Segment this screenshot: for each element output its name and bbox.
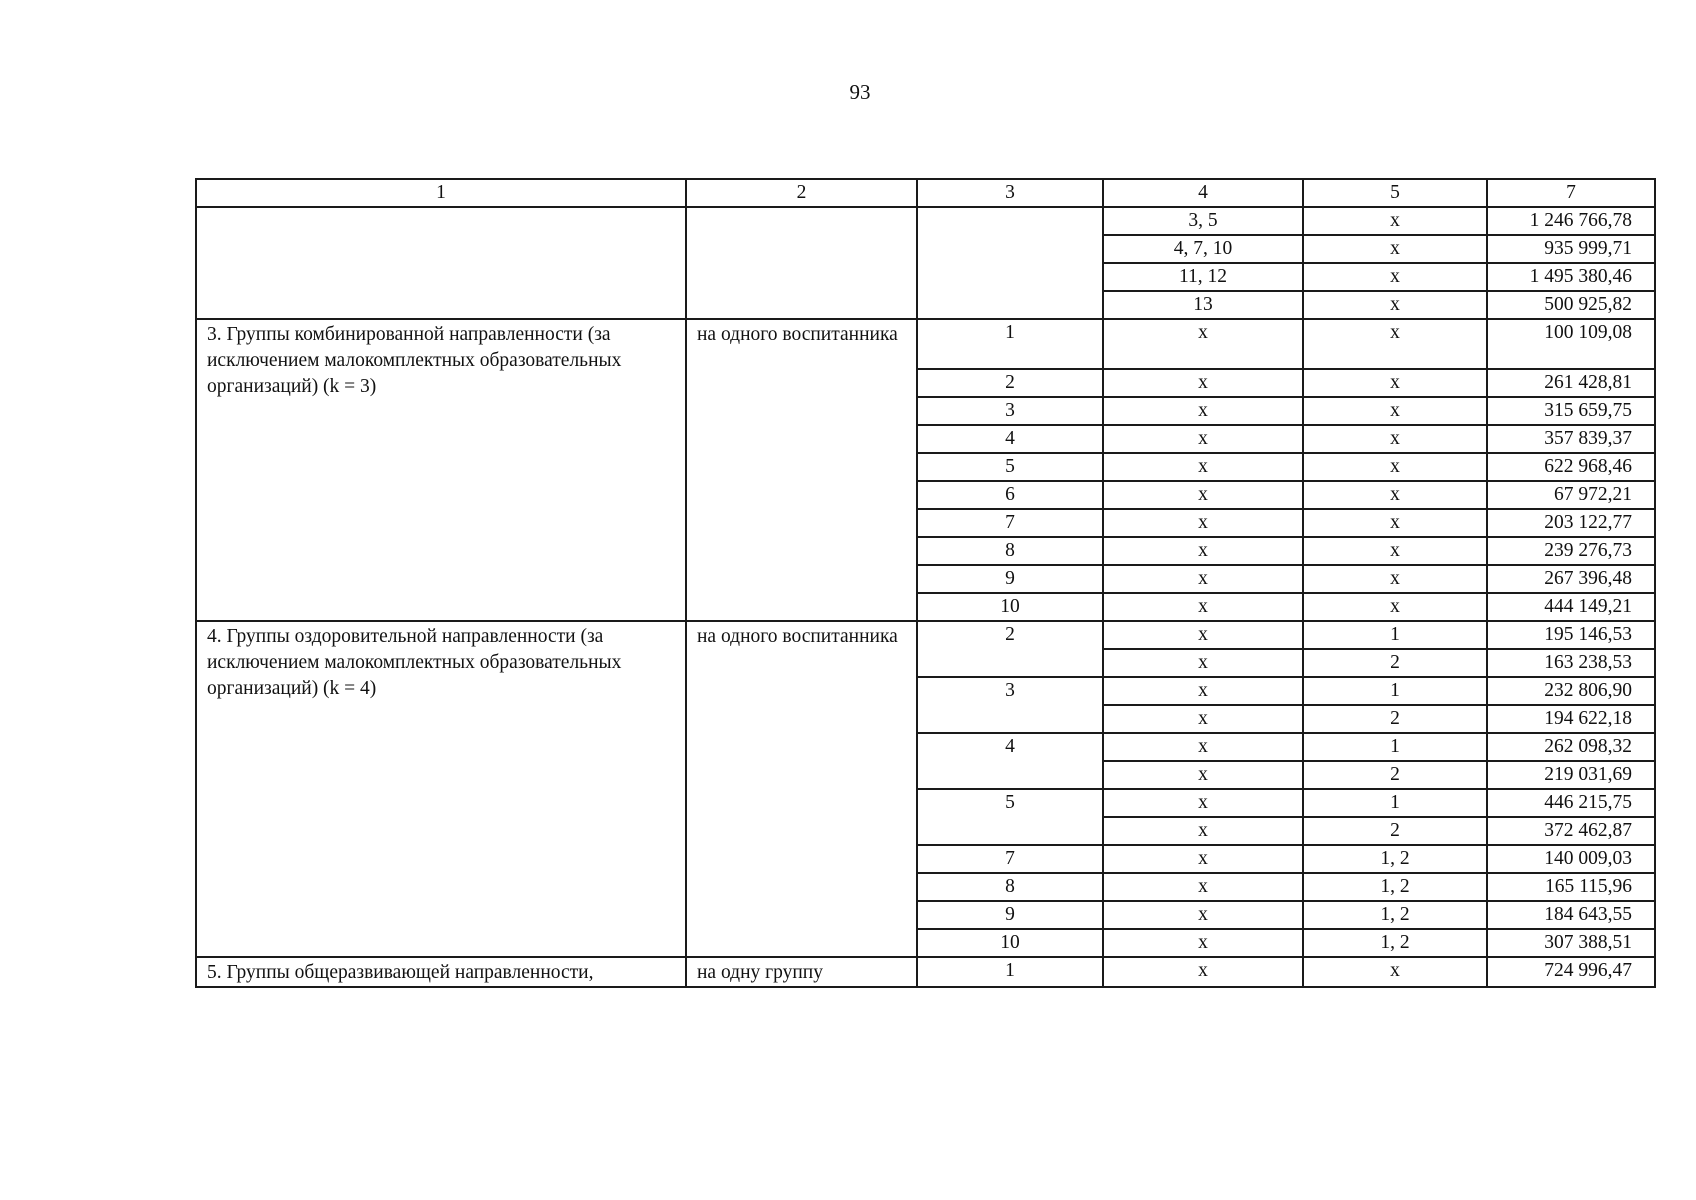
cell-amount: 195 146,53 (1487, 621, 1655, 649)
table-row (196, 957, 1655, 987)
cell-c4: x (1103, 509, 1303, 537)
section-4-title: 4. Группы оздоровительной направленности (за исключением малокомплектных образовательных организаций) (k = 4) (196, 621, 686, 957)
cell-c5: x (1303, 481, 1487, 509)
cell-amount: 239 276,73 (1487, 537, 1655, 565)
cell-amount: 372 462,87 (1487, 817, 1655, 845)
cell-c5: x (1303, 453, 1487, 481)
cell-c5: 2 (1303, 817, 1487, 845)
cell-c3: 8 (917, 873, 1103, 901)
cell-amount: 444 149,21 (1487, 593, 1655, 621)
table-row (196, 621, 1655, 649)
cell-c4: x (1103, 621, 1303, 649)
cell-c4: 11, 12 (1103, 263, 1303, 291)
cell-c3: 2 (917, 621, 1103, 677)
cell-amount: 203 122,77 (1487, 509, 1655, 537)
cell-amount: 232 806,90 (1487, 677, 1655, 705)
cell-amount: 163 238,53 (1487, 649, 1655, 677)
cell-amount: 165 115,96 (1487, 873, 1655, 901)
cell-c3: 5 (917, 789, 1103, 845)
section-3-title: 3. Группы комбинированной направленности (за исключением малокомплектных образовательных организаций) (k = 3) (196, 319, 686, 621)
cell-c5: x (1303, 957, 1487, 987)
cell-c5: x (1303, 291, 1487, 319)
cell-amount: 267 396,48 (1487, 565, 1655, 593)
cell-c3: 7 (917, 509, 1103, 537)
cell-amount: 935 999,71 (1487, 235, 1655, 263)
cell-c5: 1, 2 (1303, 845, 1487, 873)
cell-amount: 500 925,82 (1487, 291, 1655, 319)
cell-c4: x (1103, 845, 1303, 873)
cell-amount: 315 659,75 (1487, 397, 1655, 425)
cell-c5: 1, 2 (1303, 901, 1487, 929)
header-row (196, 179, 1655, 207)
cell-c3: 10 (917, 593, 1103, 621)
cell-c3: 9 (917, 901, 1103, 929)
cell-c5: 1 (1303, 733, 1487, 761)
cell-c5: 2 (1303, 761, 1487, 789)
cell-c5: x (1303, 565, 1487, 593)
cell-amount: 1 495 380,46 (1487, 263, 1655, 291)
cell-amount: 261 428,81 (1487, 369, 1655, 397)
header-cell: 7 (1487, 179, 1655, 207)
cell-c4: 13 (1103, 291, 1303, 319)
cell-c4: x (1103, 733, 1303, 761)
cell-amount: 622 968,46 (1487, 453, 1655, 481)
section-4-unit: на одного воспитанника (686, 621, 917, 957)
cell-c3: 4 (917, 733, 1103, 789)
header-cell: 4 (1103, 179, 1303, 207)
cell-c5: 1, 2 (1303, 873, 1487, 901)
cell-c3: 4 (917, 425, 1103, 453)
cell-amount: 1 246 766,78 (1487, 207, 1655, 235)
cell-c5: 1, 2 (1303, 929, 1487, 957)
cell-c4: x (1103, 425, 1303, 453)
cell-c4: x (1103, 789, 1303, 817)
cell-c5: x (1303, 235, 1487, 263)
cell-amount: 446 215,75 (1487, 789, 1655, 817)
section-3-unit: на одного воспитанника (686, 319, 917, 621)
header-cell: 5 (1303, 179, 1487, 207)
cell-c5: 1 (1303, 621, 1487, 649)
cell-amount: 184 643,55 (1487, 901, 1655, 929)
cell-c4: 3, 5 (1103, 207, 1303, 235)
cell-c4: x (1103, 761, 1303, 789)
cell-c4: x (1103, 481, 1303, 509)
cell-amount: 219 031,69 (1487, 761, 1655, 789)
tariff-table (195, 178, 1656, 988)
cell-c4: x (1103, 705, 1303, 733)
cell-c5: 2 (1303, 705, 1487, 733)
cell-c4: x (1103, 929, 1303, 957)
cell-c3: 10 (917, 929, 1103, 957)
cell-c3: 1 (917, 957, 1103, 987)
cell-c3: 5 (917, 453, 1103, 481)
cell-c5: x (1303, 397, 1487, 425)
table-row (196, 319, 1655, 369)
cell-c3: 2 (917, 369, 1103, 397)
cell-c4: 4, 7, 10 (1103, 235, 1303, 263)
cell-amount: 262 098,32 (1487, 733, 1655, 761)
header-cell: 2 (686, 179, 917, 207)
cell-amount: 100 109,08 (1487, 319, 1655, 369)
table-row (196, 207, 1655, 235)
cell-c4: x (1103, 873, 1303, 901)
cell-c5: x (1303, 509, 1487, 537)
cell-c5: 2 (1303, 649, 1487, 677)
cell-c3: 1 (917, 319, 1103, 369)
cell-c3: 8 (917, 537, 1103, 565)
cell-c4: x (1103, 593, 1303, 621)
cell-c4: x (1103, 677, 1303, 705)
cell-c4: x (1103, 957, 1303, 987)
cell-c4: x (1103, 537, 1303, 565)
cell-c5: x (1303, 207, 1487, 235)
section-5-title: 5. Группы общеразвивающей направленности, (196, 957, 686, 987)
cell-c5: x (1303, 263, 1487, 291)
cell-c5: 1 (1303, 677, 1487, 705)
cell-amount: 307 388,51 (1487, 929, 1655, 957)
cell-c5: x (1303, 319, 1487, 369)
cell-c5: x (1303, 369, 1487, 397)
cell-c3: 3 (917, 397, 1103, 425)
cell-amount: 357 839,37 (1487, 425, 1655, 453)
empty-cell (196, 207, 686, 319)
cell-c4: x (1103, 453, 1303, 481)
cell-c4: x (1103, 817, 1303, 845)
cell-c4: x (1103, 319, 1303, 369)
cell-amount: 724 996,47 (1487, 957, 1655, 987)
header-cell: 1 (196, 179, 686, 207)
cell-c5: x (1303, 537, 1487, 565)
cell-c4: x (1103, 565, 1303, 593)
cell-c3: 7 (917, 845, 1103, 873)
cell-c4: x (1103, 397, 1303, 425)
cell-amount: 194 622,18 (1487, 705, 1655, 733)
cell-c3: 3 (917, 677, 1103, 733)
empty-cell (917, 207, 1103, 319)
section-5-unit: на одну группу (686, 957, 917, 987)
cell-c3: 6 (917, 481, 1103, 509)
cell-amount: 140 009,03 (1487, 845, 1655, 873)
cell-c4: x (1103, 369, 1303, 397)
cell-amount: 67 972,21 (1487, 481, 1655, 509)
header-cell: 3 (917, 179, 1103, 207)
cell-c5: 1 (1303, 789, 1487, 817)
cell-c5: x (1303, 425, 1487, 453)
cell-c5: x (1303, 593, 1487, 621)
cell-c4: x (1103, 649, 1303, 677)
cell-c4: x (1103, 901, 1303, 929)
empty-cell (686, 207, 917, 319)
cell-c3: 9 (917, 565, 1103, 593)
page-number: 93 (849, 80, 871, 104)
